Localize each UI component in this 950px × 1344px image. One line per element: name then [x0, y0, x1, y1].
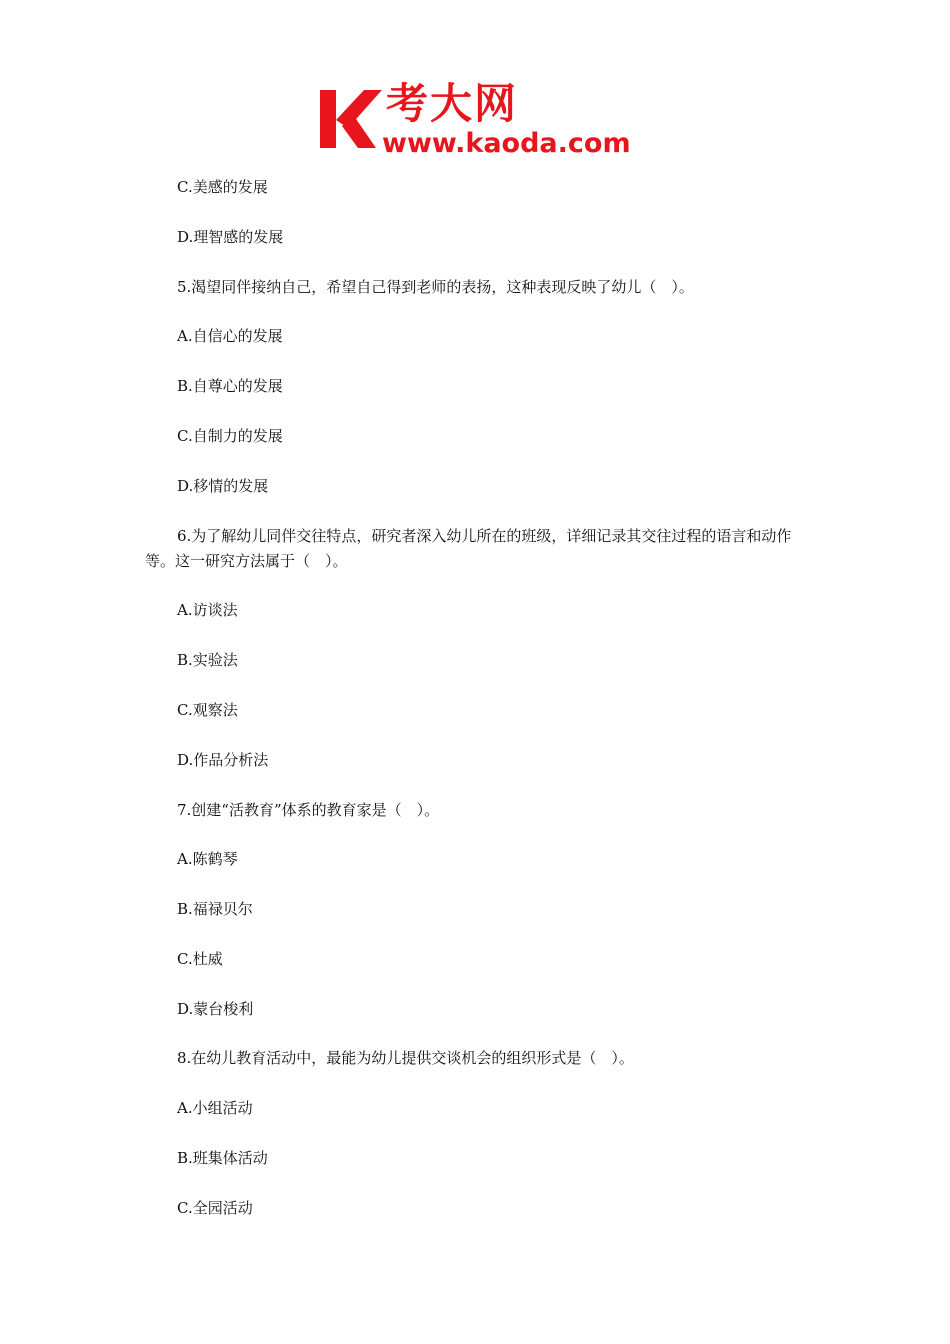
option-a-q6: A.访谈法 [177, 601, 238, 619]
option-b-q6: B.实验法 [177, 651, 238, 669]
option-d-q7: D.蒙台梭利 [177, 1000, 254, 1018]
option-a-q7: A.陈鹤琴 [177, 850, 238, 868]
kaoda-logo [318, 79, 638, 160]
logo-url-text: www.kaoda.com [382, 128, 631, 159]
question-8: 8.在幼儿教育活动中，最能为幼儿提供交谈机会的组织形式是（ ）。 [177, 1049, 634, 1067]
option-c-q6: C.观察法 [177, 701, 238, 719]
logo-brand-text: 考大网 [386, 79, 519, 128]
question-5: 5.渴望同伴接纳自己，希望自己得到老师的表扬，这种表现反映了幼儿（ ）。 [177, 278, 694, 296]
k-logo-icon [318, 86, 384, 150]
option-b-q8: B.班集体活动 [177, 1149, 268, 1167]
option-b-q5: B.自尊心的发展 [177, 377, 283, 395]
option-b-q7: B.福禄贝尔 [177, 900, 253, 918]
option-a-q8: A.小组活动 [177, 1099, 253, 1117]
option-d-q4: D.理智感的发展 [177, 228, 284, 246]
option-c-q7: C.杜威 [177, 950, 223, 968]
option-d-q5: D.移情的发展 [177, 477, 269, 495]
question-7: 7.创建“活教育”体系的教育家是（ ）。 [177, 801, 440, 819]
option-c-q8: C.全园活动 [177, 1199, 253, 1217]
option-d-q6: D.作品分析法 [177, 751, 269, 769]
question-6: 6.为了解幼儿同伴交往特点，研究者深入幼儿所在的班级，详细记录其交往过程的语言和动作等。这一研究方法属于（ ）。 [145, 527, 792, 570]
option-c-q5: C.自制力的发展 [177, 427, 283, 445]
option-a-q5: A.自信心的发展 [177, 327, 283, 345]
option-c-q4: C.美感的发展 [177, 178, 268, 196]
